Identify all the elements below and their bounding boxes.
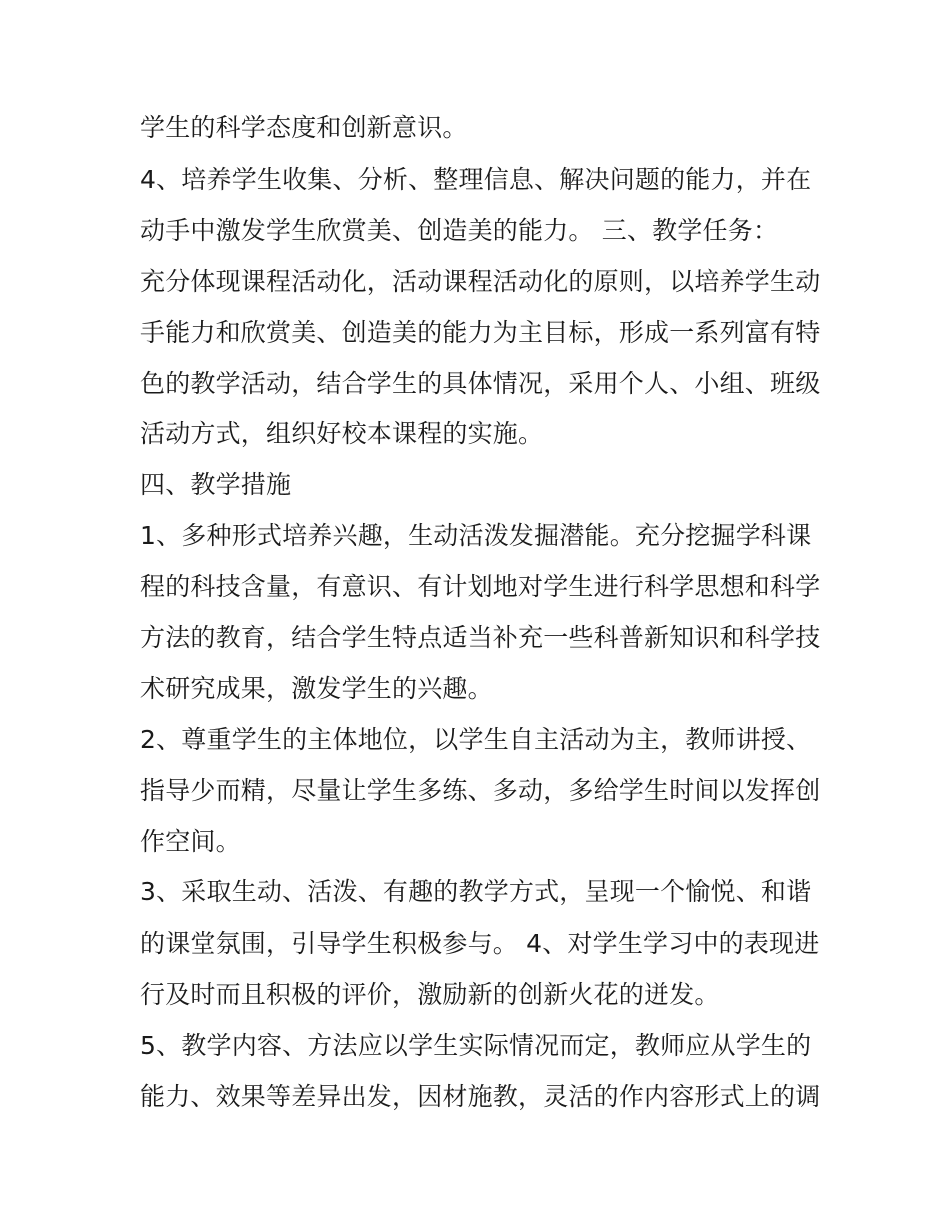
- text-line: 动手中激发学生欣赏美、创造美的能力。 三、教学任务：: [140, 216, 779, 245]
- text-line: 5、教学内容、方法应以学生实际情况而定，教师应从学生的: [140, 1031, 812, 1060]
- text-line: 活动方式，组织好校本课程的实施。: [140, 419, 544, 448]
- text-line: 3、采取生动、活泼、有趣的教学方式，呈现一个愉悦、和谐: [140, 877, 812, 906]
- section-heading: 四、教学措施: [140, 470, 292, 499]
- text-line: 指导少而精，尽量让学生多练、多动，多给学生时间以发挥创: [140, 776, 821, 805]
- text-line: 的课堂氛围，引导学生积极参与。 4、对学生学习中的表现进: [140, 929, 820, 958]
- text-line: 术研究成果，激发学生的兴趣。: [140, 674, 493, 703]
- text-line: 作空间。: [140, 827, 241, 856]
- text-line: 程的科技含量，有意识、有计划地对学生进行科学思想和科学: [140, 572, 821, 601]
- text-line: 2、尊重学生的主体地位，以学生自主活动为主，教师讲授、: [140, 725, 812, 754]
- text-line: 充分体现课程活动化，活动课程活动化的原则，以培养学生动: [140, 267, 821, 296]
- text-line: 能力、效果等差异出发，因材施教，灵活的作内容形式上的调: [140, 1082, 821, 1111]
- text-line: 行及时而且积极的评价，激励新的创新火花的迸发。: [140, 980, 720, 1009]
- text-line: 色的教学活动，结合学生的具体情况，采用个人、小组、班级: [140, 369, 821, 398]
- text-line: 4、培养学生收集、分析、整理信息、解决问题的能力，并在: [140, 165, 812, 194]
- text-line: 方法的教育，结合学生特点适当补充一些科普新知识和科学技: [140, 623, 821, 652]
- text-line: 学生的科学态度和创新意识。: [140, 113, 468, 142]
- text-line: 1、多种形式培养兴趣，生动活泼发掘潜能。充分挖掘学科课: [140, 521, 812, 550]
- text-line: 手能力和欣赏美、创造美的能力为主目标，形成一系列富有特: [140, 318, 821, 347]
